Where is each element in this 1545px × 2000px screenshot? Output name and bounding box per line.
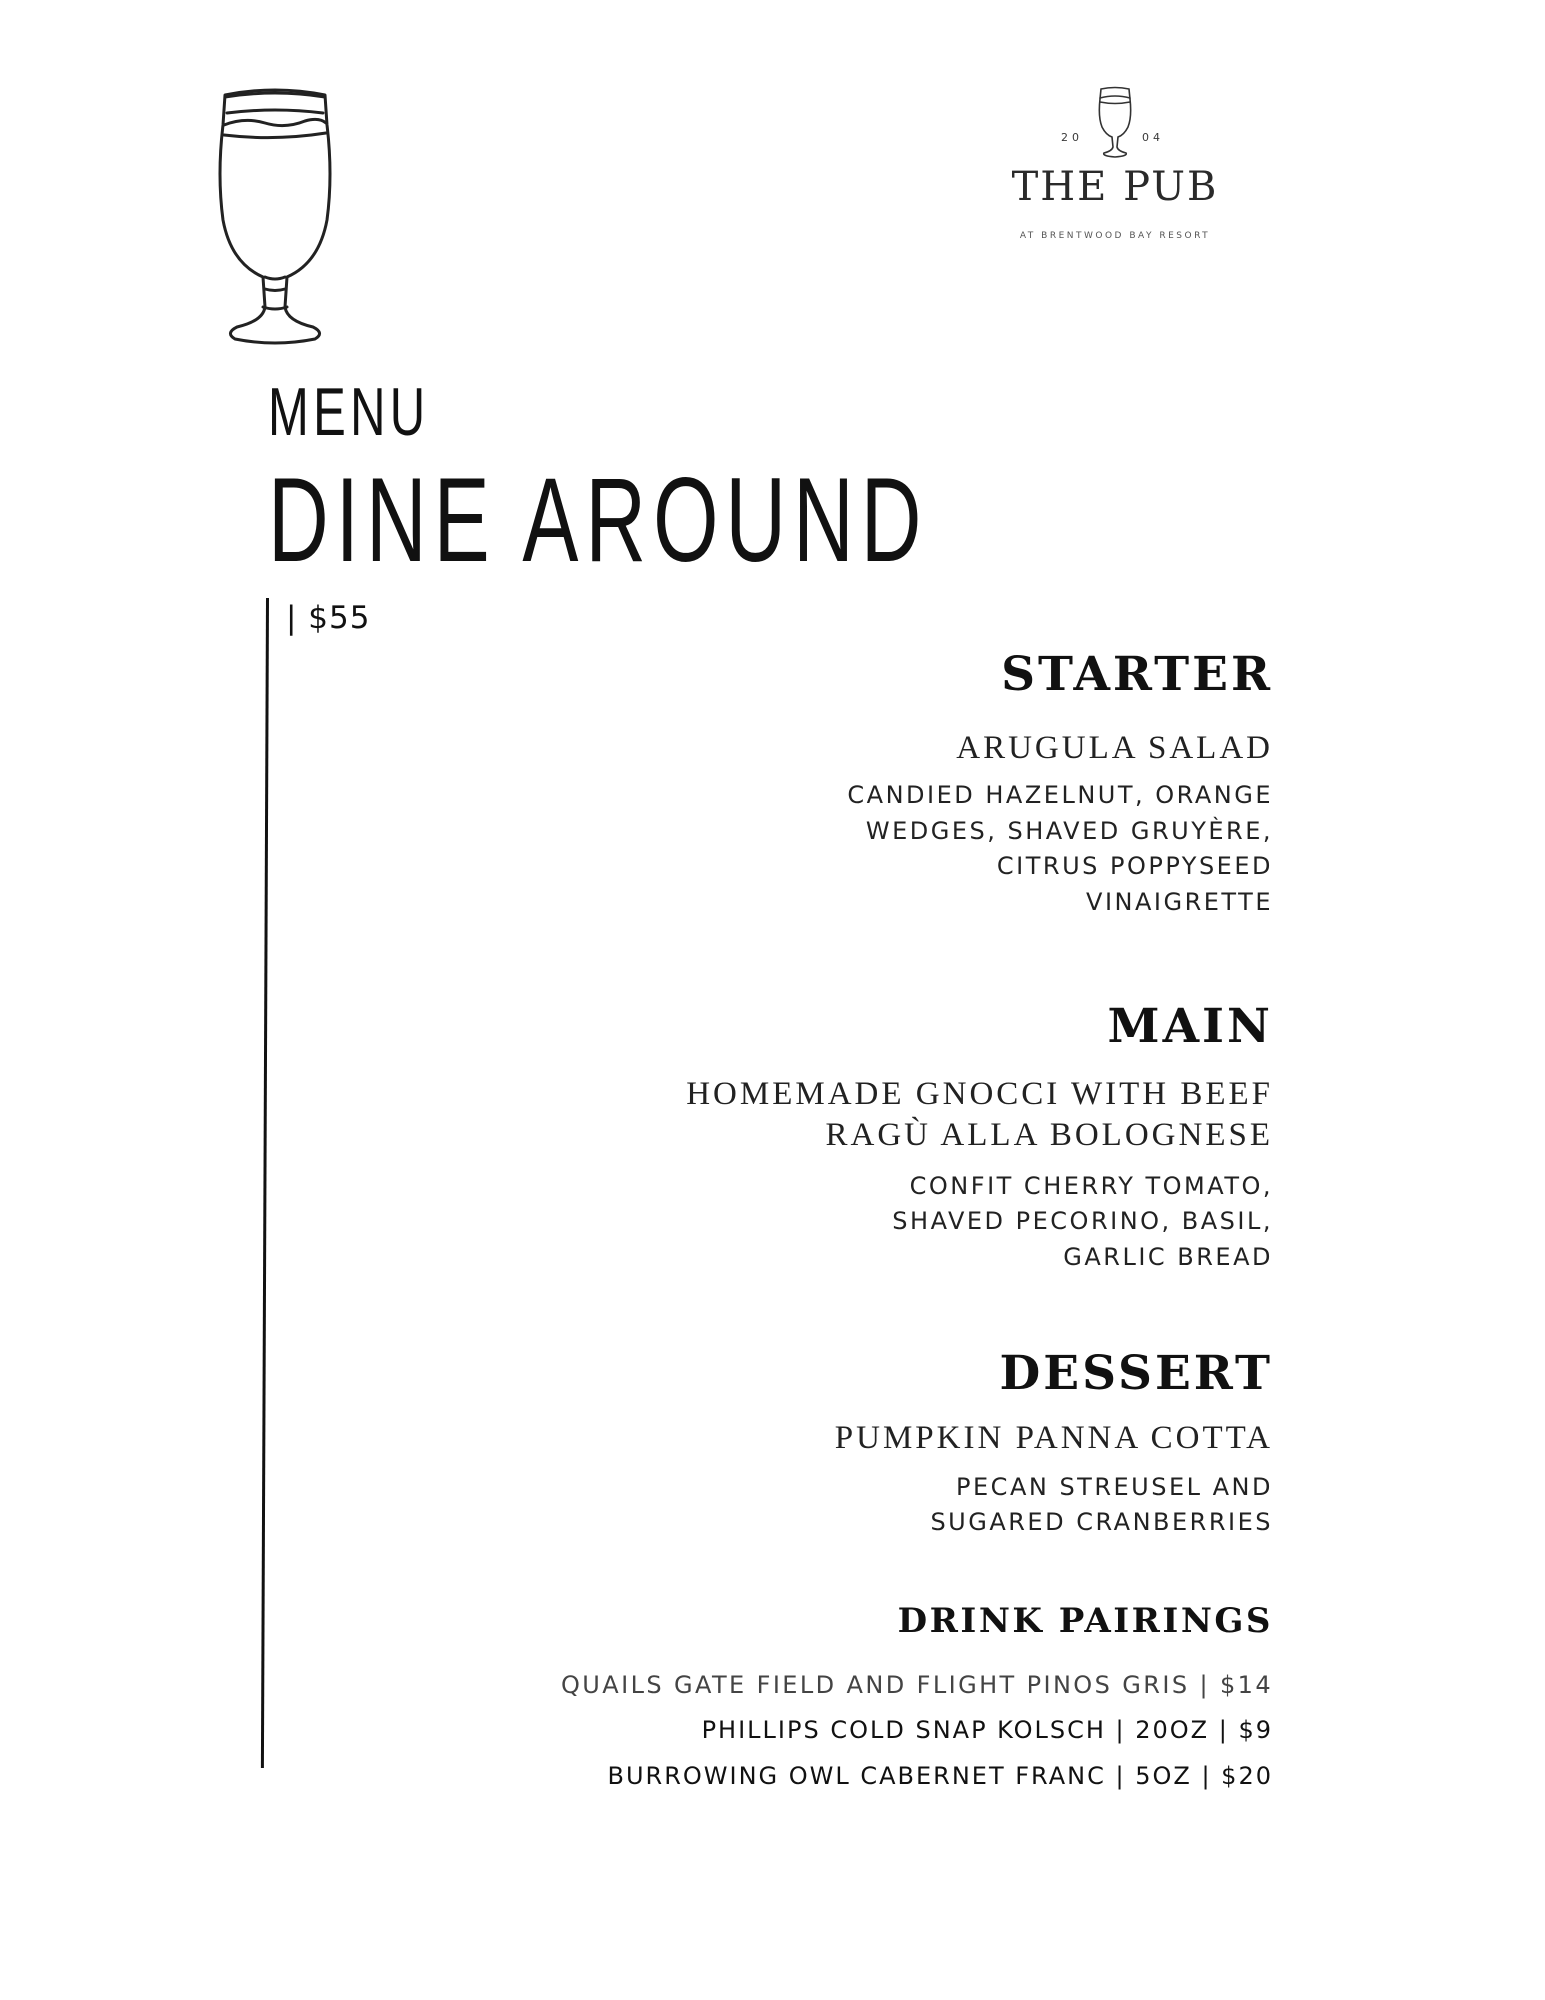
main-section bbox=[513, 1000, 1273, 1275]
beer-glass-illustration-icon bbox=[215, 85, 335, 345]
menu-price: | $55 bbox=[286, 600, 371, 636]
dish-name-starter: ARUGULA SALAD bbox=[956, 730, 1273, 767]
drink-pairings-section bbox=[513, 1601, 1273, 1800]
logo-year-left: 20 bbox=[1061, 131, 1083, 144]
menu-content bbox=[513, 648, 1273, 1800]
starter-section bbox=[513, 648, 1273, 920]
logo-year-right: 04 bbox=[1142, 131, 1164, 144]
description-line: WEDGES, SHAVED GRUYÈRE, bbox=[865, 816, 1273, 845]
drink-item: QUAILS GATE FIELD AND FLIGHT PINOS GRIS | $14 bbox=[561, 1670, 1273, 1699]
dessert-section bbox=[513, 1347, 1273, 1540]
drink-item: PHILLIPS COLD SNAP KOLSCH | 20OZ | $9 bbox=[701, 1716, 1273, 1745]
dish-name-main bbox=[513, 1074, 1273, 1155]
description-line: VINAIGRETTE bbox=[1086, 887, 1273, 916]
vertical-divider bbox=[261, 598, 269, 1768]
description-line: CITRUS POPPYSEED bbox=[996, 852, 1273, 881]
description-line: CONFIT CHERRY TOMATO, bbox=[909, 1171, 1273, 1200]
description-line: PECAN STREUSEL AND bbox=[956, 1472, 1273, 1501]
menu-title: DINE AROUND bbox=[268, 453, 929, 587]
dish-description-main bbox=[513, 1169, 1273, 1276]
drink-item: BURROWING OWL CABERNET FRANC | 5OZ | $20 bbox=[607, 1761, 1273, 1790]
logo-name: THE PUB bbox=[1011, 164, 1219, 210]
dish-name-line: HOMEMADE GNOCCI WITH BEEF bbox=[686, 1076, 1273, 1113]
menu-label: MENU bbox=[268, 374, 430, 450]
section-heading-starter: STARTER bbox=[1001, 647, 1273, 702]
dish-description-dessert bbox=[513, 1470, 1273, 1541]
dish-name-line: RAGÙ ALLA BOLOGNESE bbox=[825, 1116, 1273, 1153]
pub-logo bbox=[980, 85, 1250, 245]
section-heading-main: MAIN bbox=[1107, 999, 1273, 1055]
logo-subtitle: AT BRENTWOOD BAY RESORT bbox=[1019, 231, 1211, 241]
logo-beer-glass-icon bbox=[1092, 85, 1138, 160]
description-line: CANDIED HAZELNUT, ORANGE bbox=[847, 781, 1273, 810]
section-heading-dessert: DESSERT bbox=[999, 1346, 1273, 1402]
description-line: SUGARED CRANBERRIES bbox=[930, 1508, 1273, 1537]
dish-description-starter bbox=[513, 778, 1273, 920]
dish-name-dessert: PUMPKIN PANNA COTTA bbox=[834, 1419, 1273, 1456]
description-line: SHAVED PECORINO, BASIL, bbox=[892, 1207, 1273, 1236]
description-line: GARLIC BREAD bbox=[1063, 1242, 1273, 1271]
section-heading-drinks: DRINK PAIRINGS bbox=[897, 1600, 1273, 1641]
